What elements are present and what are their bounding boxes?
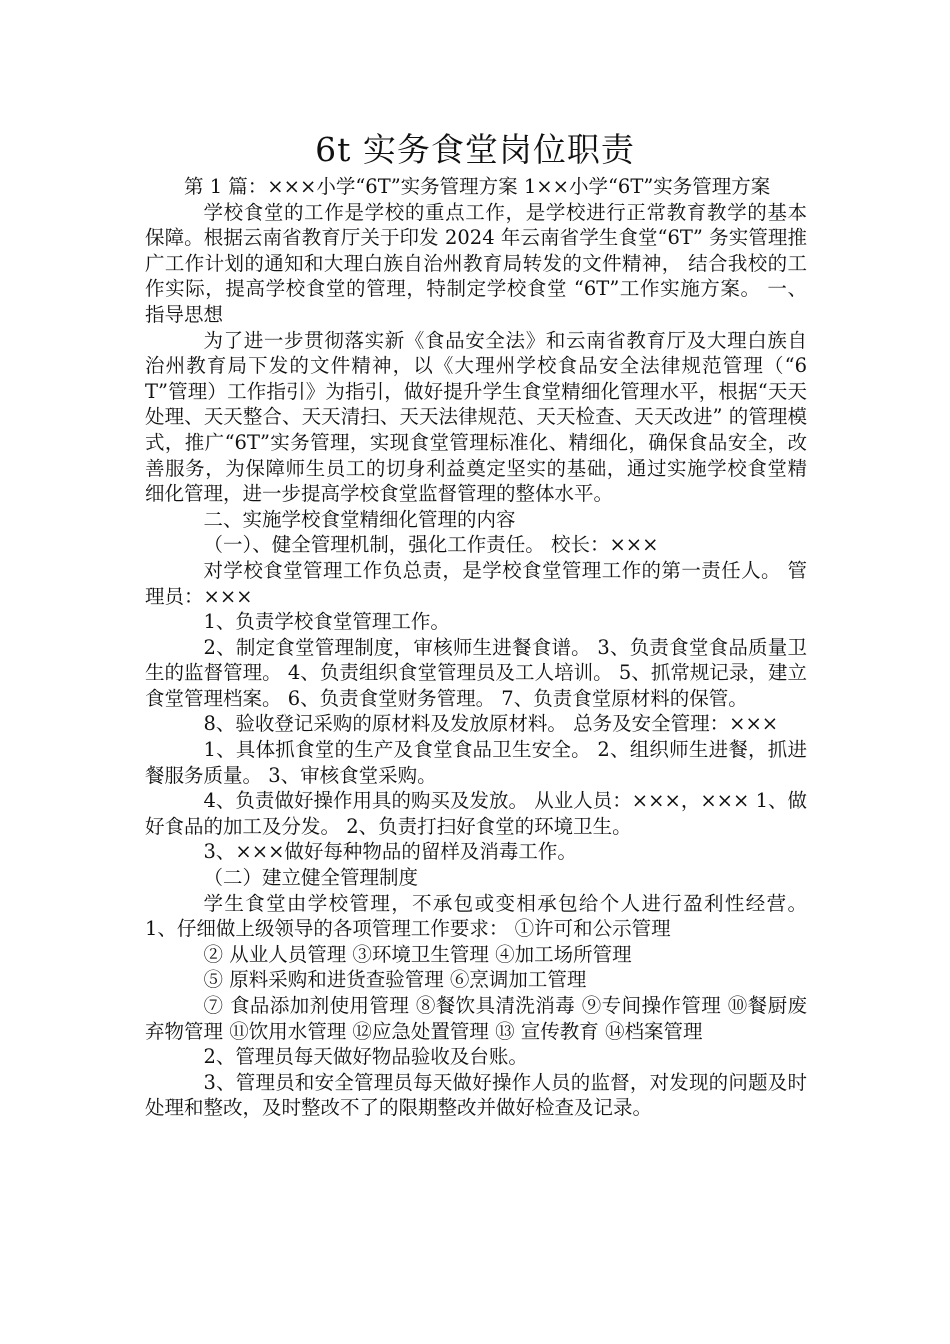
paragraph-intro: 学校食堂的工作是学校的重点工作，是学校进行正常教育教学的基本保障。根据云南省教育厅关于印发 2024 年云南省学生食堂“6T” 务实管理推广工作计划的通知和大理白族自治州教育局转发的文件精神， 结合我校的工作实际，提高学校食堂的管理，特制定学校食堂 “6T”工作实施方案。 一、指导思想 (145, 200, 807, 326)
paragraph-manager-duty-2: 2、制定食堂管理制度，审核师生进餐食谱。 3、负责食堂食品质量卫生的监督管理。 4、负责组织食堂管理员及工人培训。 5、抓常规记录，建立食堂管理档案。 6、负责食堂财务管理。 7、负责食堂原材料的保管。 (145, 635, 807, 710)
paragraph-safety-duty-4: 4、负责做好操作用具的购买及发放。 从业人员：×××，××× 1、做好食品的加工及分发。 2、负责打扫好食堂的环境卫生。 (145, 789, 807, 838)
paragraph-principal-duty: 对学校食堂管理工作负总责，是学校食堂管理工作的第一责任人。 管理员：××× (145, 558, 807, 608)
paragraph-items-2-4: ② 从业人员管理 ③环境卫生管理 ④加工场所管理 (203, 942, 632, 966)
document-body (145, 174, 807, 1121)
paragraph-items-5-6: ⑤ 原料采购和进货查验管理 ⑥烹调加工管理 (203, 968, 587, 992)
paragraph-rule-3: 3、管理员和安全管理员每天做好操作人员的监督，对发现的问题及时处理和整改，及时整改不了的限期整改并做好检查及记录。 (145, 1070, 807, 1120)
paragraph-section-two: 二、实施学校食堂精细化管理的内容 (203, 507, 516, 531)
paragraph-manager-duty-8: 8、验收登记采购的原材料及发放原材料。 总务及安全管理：××× (203, 712, 779, 736)
paragraph-subsection-two: （二）建立健全管理制度 (203, 866, 419, 890)
paragraph-safety-duty-1: 1、具体抓食堂的生产及食堂食品卫生安全。 2、组织师生进餐，抓进餐服务质量。 3、审核食堂采购。 (145, 738, 807, 787)
paragraph-rule-2: 2、管理员每天做好物品验收及台账。 (203, 1045, 528, 1069)
paragraph-manager-duty-1: 1、负责学校食堂管理工作。 (203, 610, 450, 634)
paragraph-canteen-management: 学生食堂由学校管理，不承包或变相承包给个人进行盈利性经营。 1、仔细做上级领导的各项管理工作要求： ①许可和公示管理 (145, 891, 807, 941)
paragraph-staff-duty-3: 3、×××做好每种物品的留样及消毒工作。 (203, 840, 577, 864)
paragraph-heading-article: 第 1 篇：×××小学“6T”实务管理方案 1××小学“6T”实务管理方案 (184, 175, 771, 198)
document-title: 6t 实务食堂岗位职责 (315, 130, 635, 169)
paragraph-items-7-14: ⑦ 食品添加剂使用管理 ⑧餐饮具清洗消毒 ⑨专间操作管理 ⑩餐厨废弃物管理 ⑪饮用水管理 ⑫应急处置管理 ⑬ 宣传教育 ⑭档案管理 (145, 994, 807, 1043)
paragraph-subsection-one: （一）、健全管理机制，强化工作责任。 校长：××× (203, 533, 659, 557)
paragraph-guiding-thought: 为了进一步贯彻落实新《食品安全法》和云南省教育厅及大理白族自治州教育局下发的文件精神，以《大理州学校食品安全法律规范管理（“6T”管理）工作指引》为指引，做好提升学生食堂精细化管理水平，根据“天天处理、天天整合、天天清扫、天天法律规范、天天检查、天天改进” 的管理模式，推广“6T”实务管理，实现食堂管理标准化、精细化，确保食品安全，改善服务，为保障师生员工的切身利益奠定坚实的基础，通过实施学校食堂精细化管理，进一步提高学校食堂监督管理的整体水平。 (145, 328, 807, 506)
